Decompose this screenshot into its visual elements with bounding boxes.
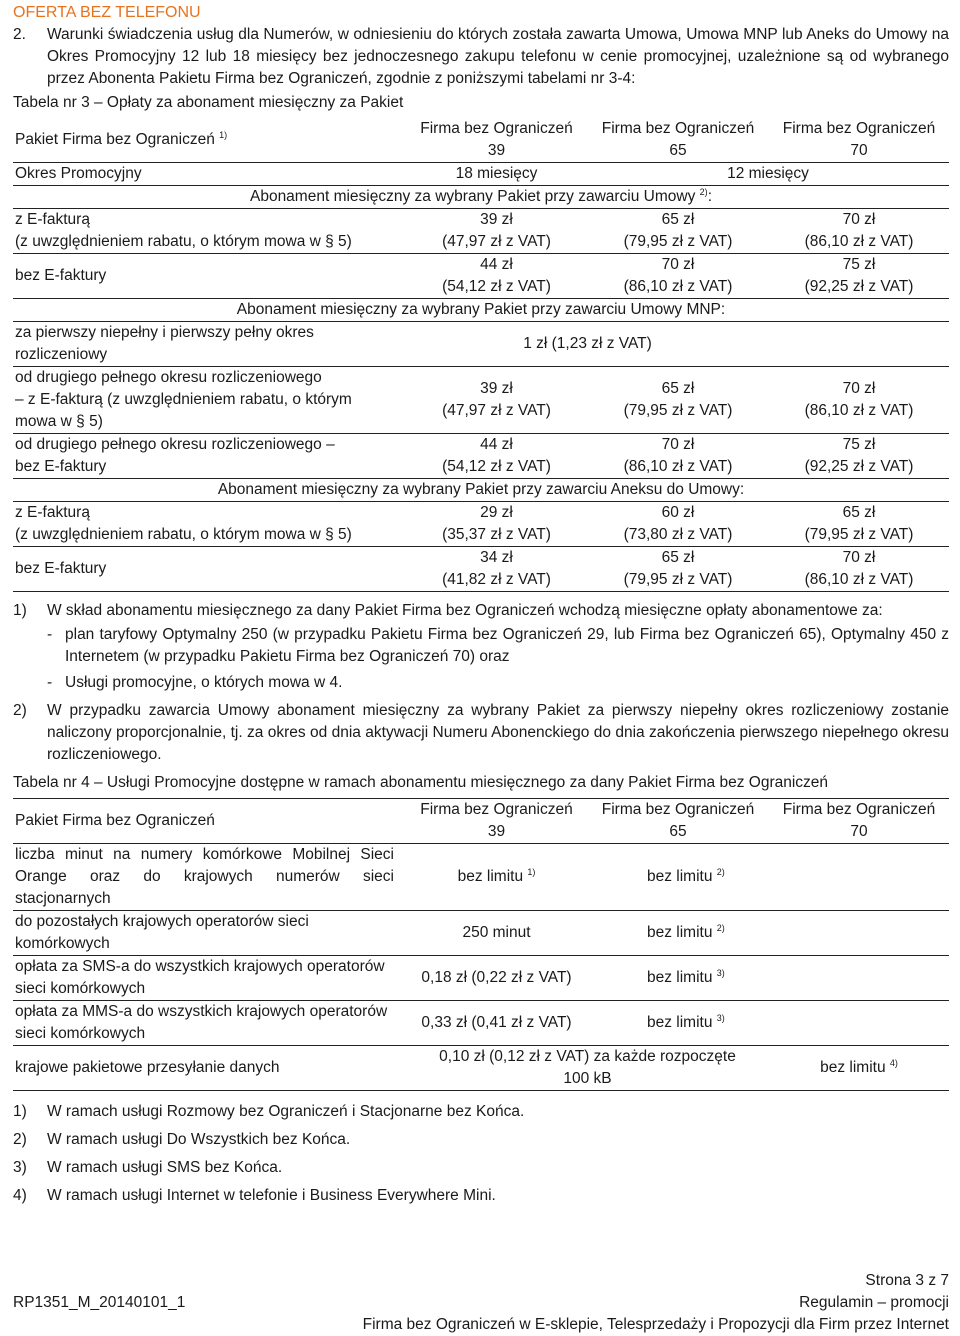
footer-title-2: Firma bez Ograniczeń w E-sklepie, Telesprzedaży i Propozycji dla Firm przez Internet — [362, 1316, 949, 1333]
footnote-3: 3) W ramach usługi SMS bez Końca. — [13, 1159, 283, 1176]
table3-row-mnp-bez-efaktury: od drugiego pełnego okresu rozliczeniowego – bez E-faktury 44 zł (54,12 zł z VAT) 70 zł (86,10 zł z VAT) 75 zł (92,25 zł z VAT) — [13, 434, 949, 479]
footnote-1: 1) W ramach usługi Rozmowy bez Ograniczeń i Stacjonarne bez Końca. — [13, 1103, 525, 1120]
table4-row-minuty: liczba minut na numery komórkowe Mobilnej Sieci Orange oraz do krajowych numerów sieci stacjonarnych bez limitu $^{1)}$ bez limitu $^{2)}$ — [13, 844, 949, 911]
table3-header-label: Pakiet Firma bez Ograniczeń $^{1)}$ — [13, 118, 406, 163]
okres-label: Okres Promocyjny — [13, 163, 406, 186]
footnote-2: 2) W ramach usługi Do Wszystkich bez Końca. — [13, 1131, 351, 1148]
table4-header-col-65: Firma bez Ograniczeń 65 — [587, 799, 769, 844]
table4-row-dane: krajowe pakietowe przesyłanie danych 0,10 zł (0,12 zł z VAT) za każde rozpoczęte 100 kB bez limitu $^{4)}$ — [13, 1046, 949, 1091]
intro-number: 2. — [13, 26, 26, 43]
document-id: RP1351_M_20140101_1 — [13, 1294, 186, 1311]
table4 — [13, 798, 949, 1091]
table3-caption: Tabela nr 3 – Opłaty za abonament miesięczny za Pakiet — [13, 94, 404, 111]
page-number: Strona 3 z 7 — [865, 1272, 949, 1289]
table4-row-sms: opłata za SMS-a do wszystkich krajowych operatorów sieci komórkowych 0,18 zł (0,22 zł z VAT) bez limitu $^{3)}$ — [13, 956, 949, 1001]
table4-row-pozostali: do pozostałych krajowych operatorów sieci komórkowych 250 minut bez limitu $^{2)}$ — [13, 911, 949, 956]
footnote-4: 4) W ramach usługi Internet w telefonie i Business Everywhere Mini. — [13, 1187, 496, 1204]
footer-title-1: Regulamin – promocji — [799, 1294, 949, 1311]
table3-header-col-39: Firma bez Ograniczeń 39 — [406, 118, 587, 163]
okres-12: 12 miesięcy — [587, 163, 949, 186]
section-heading: OFERTA BEZ TELEFONU — [13, 4, 201, 21]
table3-header-col-70: Firma bez Ograniczeń 70 — [769, 118, 949, 163]
intro-text: Warunki świadczenia usług dla Numerów, w odniesieniu do których została zawarta Umowa, Umowa MNP lub Aneks do Umowy na Okres Promocyjny 12 lub 18 miesięcy bez jednoczesnego zakupu telefonu w cenie promocyjnej, uzależnione są od wybranego przez Abonenta Pakietu Firma bez Ograniczeń, zgodnie z poniższymi tabelami nr 3-4: — [47, 26, 949, 87]
table4-notes — [13, 1101, 949, 1207]
note-1-sub-2: - Usługi promocyjne, o których mowa w 4. — [47, 674, 343, 691]
table3-row-aneks-efaktura: z E-fakturą (z uwzględnieniem rabatu, o którym mowa w § 5) 29 zł (35,37 zł z VAT) 60 zł (73,80 zł z VAT) 65 zł (79,95 zł z VAT) — [13, 502, 949, 547]
table3-section-aneks: Abonament miesięczny za wybrany Pakiet przy zawarciu Aneksu do Umowy: — [13, 479, 949, 502]
note-2: 2) W przypadku zawarcia Umowy abonament miesięczny za wybrany Pakiet za pierwszy niepełny okres rozliczeniowy zostanie naliczony proporcjonalnie, tj. za okres od dnia aktywacji Numeru Abonenckiego do dnia zakończenia pierwszego niepełnego okresu rozliczeniowego. — [13, 702, 949, 763]
table3-header-row — [13, 118, 949, 163]
intro-paragraph — [13, 24, 949, 90]
table4-header-col-70: Firma bez Ograniczeń 70 — [769, 799, 949, 844]
note-1: 1) W skład abonamentu miesięcznego za dany Pakiet Firma bez Ograniczeń wchodzą miesięczne opłaty abonamentowe za: — [13, 602, 883, 619]
table3-section-umowa: Abonament miesięczny za wybrany Pakiet przy zawarciu Umowy $^{2)}$: — [13, 186, 949, 209]
okres-18: 18 miesięcy — [406, 163, 587, 186]
table3-okres-row — [13, 163, 949, 186]
note-1-sub-1: - plan taryfowy Optymalny 250 (w przypadku Pakietu Firma bez Ograniczeń 29, lub Firma bez Ograniczeń 65), Optymalny 450 z Internetem (w przypadku Pakietu Firma bez Ograniczeń 70) oraz — [47, 626, 949, 665]
table4-caption: Tabela nr 4 – Usługi Promocyjne dostępne w ramach abonamentu miesięcznego za dany Pakiet Firma bez Ograniczeń — [13, 774, 829, 791]
table4-row-mms: opłata za MMS-a do wszystkich krajowych operatorów sieci komórkowych 0,33 zł (0,41 zł z VAT) bez limitu $^{3)}$ — [13, 1001, 949, 1046]
table3-row-aneks-bez-efaktury: bez E-faktury 34 zł (41,82 zł z VAT) 65 zł (79,95 zł z VAT) 70 zł (86,10 zł z VAT) — [13, 547, 949, 592]
table3 — [13, 118, 949, 592]
table4-header-row: Pakiet Firma bez Ograniczeń Firma bez Ograniczeń 39 Firma bez Ograniczeń 65 Firma bez Ograniczeń 70 — [13, 799, 949, 844]
table3-row-mnp-efaktura: od drugiego pełnego okresu rozliczeniowego – z E-fakturą (z uwzględnieniem rabatu, o którym mowa w § 5) 39 zł (47,97 zł z VAT) 65 zł (79,95 zł z VAT) 70 zł (86,10 zł z VAT) — [13, 367, 949, 434]
document-page — [13, 2, 949, 1213]
table3-notes — [13, 600, 949, 766]
table3-row-efaktura: z E-fakturą (z uwzględnieniem rabatu, o którym mowa w § 5) 39 zł (47,97 zł z VAT) 65 zł (79,95 zł z VAT) 70 zł (86,10 zł z VAT) — [13, 209, 949, 254]
table3-header-col-65: Firma bez Ograniczeń 65 — [587, 118, 769, 163]
table4-header-col-39: Firma bez Ograniczeń 39 — [406, 799, 587, 844]
table3-row-mnp-first: za pierwszy niepełny i pierwszy pełny okres rozliczeniowy 1 zł (1,23 zł z VAT) — [13, 322, 949, 367]
table3-section-mnp: Abonament miesięczny za wybrany Pakiet przy zawarciu Umowy MNP: — [13, 299, 949, 322]
table3-row-bez-efaktury: bez E-faktury 44 zł (54,12 zł z VAT) 70 zł (86,10 zł z VAT) 75 zł (92,25 zł z VAT) — [13, 254, 949, 299]
